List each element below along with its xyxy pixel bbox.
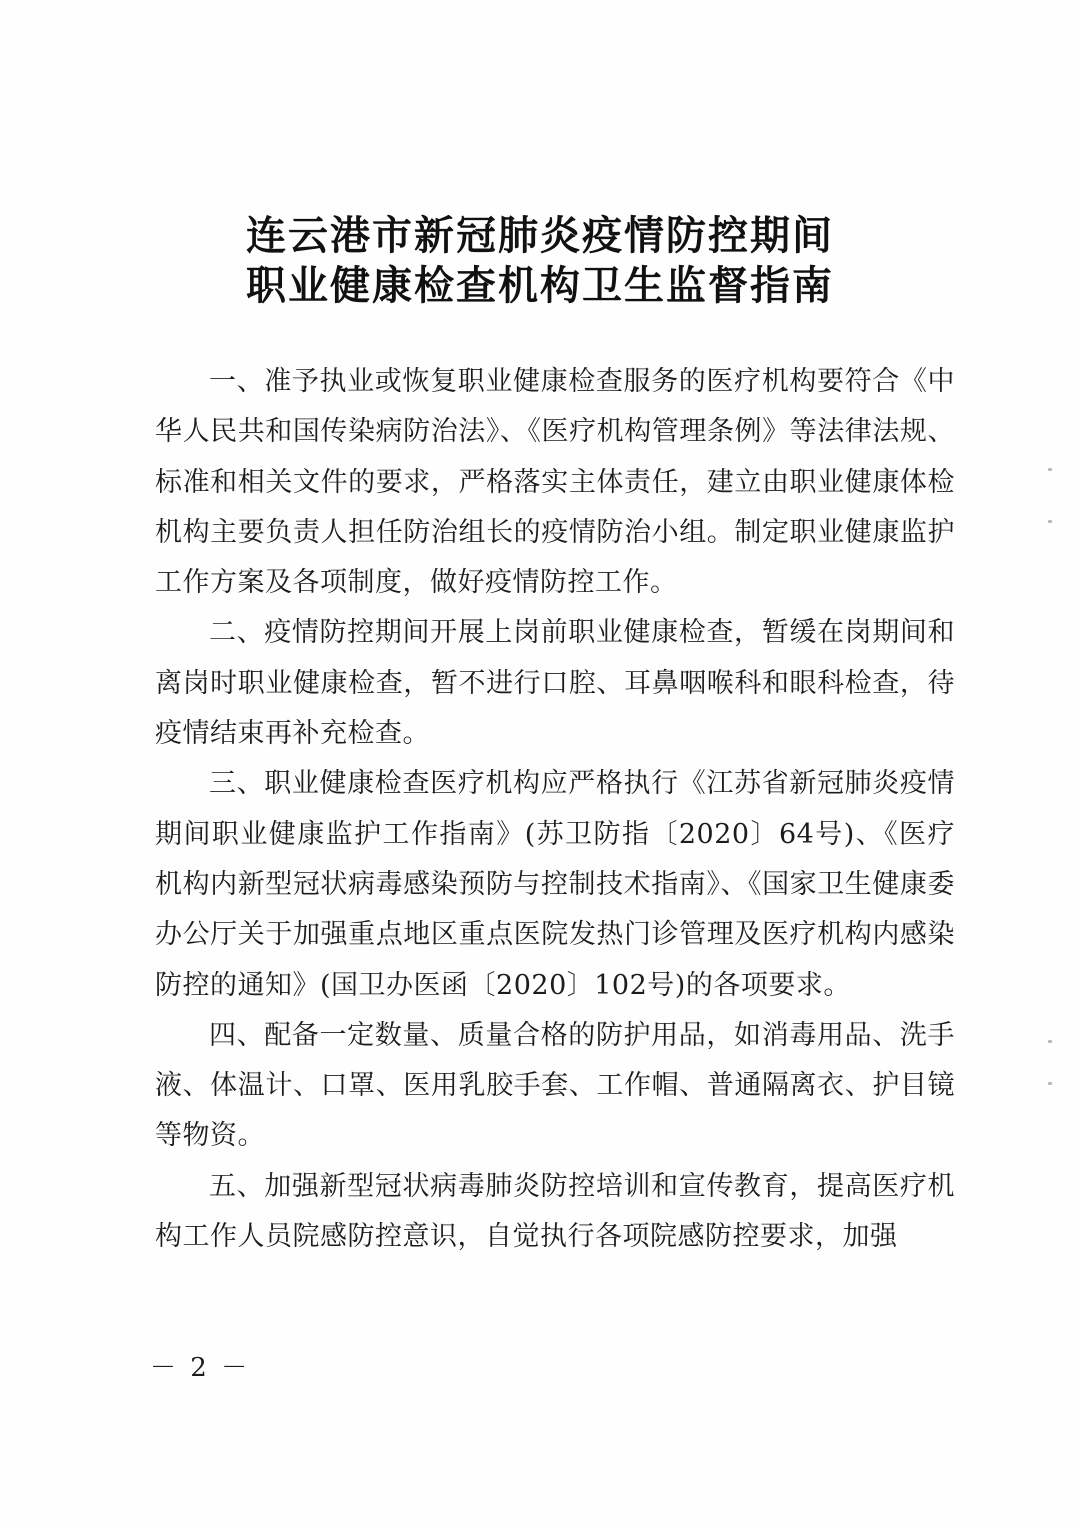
paragraph-3: 三、职业健康检查医疗机构应严格执行《江苏省新冠肺炎疫情期间职业健康监护工作指南》(苏卫防指〔2020〕64号)、《医疗机构内新型冠状病毒感染预防与控制技术指南》、《国家卫生健康委办公厅关于加强重点地区重点医院发热门诊管理及医疗机构内感染防控的通知》(国卫办医函〔2020〕102号)的各项要求。 xyxy=(155,768,955,1001)
document-title-line-1: 连云港市新冠肺炎疫情防控期间 xyxy=(246,213,834,259)
paragraph-4: 四、配备一定数量、质量合格的防护用品，如消毒用品、洗手液、体温计、口罩、医用乳胶手套、工作帽、普通隔离衣、护目镜等物资。 xyxy=(155,1019,955,1152)
paragraph-2: 二、疫情防控期间开展上岗前职业健康检查，暂缓在岗期间和离岗时职业健康检查，暂不进行口腔、耳鼻咽喉科和眼科检查，待疫情结束再补充检查。 xyxy=(155,617,955,750)
document-title-line-2: 职业健康检查机构卫生监督指南 xyxy=(246,263,834,309)
page-number: － 2 － xyxy=(150,1353,251,1383)
scan-speck xyxy=(1048,520,1052,523)
paragraph-5: 五、加强新型冠状病毒肺炎防控培训和宣传教育，提高医疗机构工作人员院感防控意识，自觉执行各项院感防控要求，加强 xyxy=(155,1170,955,1253)
scan-speck xyxy=(1048,468,1052,471)
scan-speck xyxy=(1048,1040,1052,1043)
scan-speck xyxy=(1048,1082,1052,1085)
document-body xyxy=(155,357,955,1262)
paragraph-1: 一、准予执业或恢复职业健康检查服务的医疗机构要符合《中华人民共和国传染病防治法》、《医疗机构管理条例》等法律法规、标准和相关文件的要求，严格落实主体责任，建立由职业健康体检机构主要负责人担任防治组长的疫情防治小组。制定职业健康监护工作方案及各项制度，做好疫情防控工作。 xyxy=(155,366,955,599)
